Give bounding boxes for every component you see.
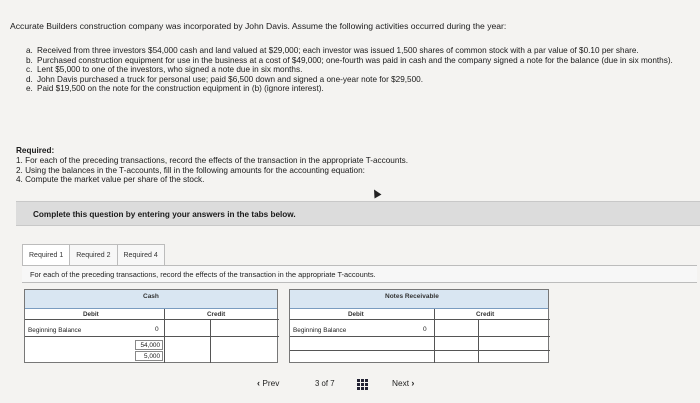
transaction-label: a. — [26, 46, 33, 55]
chevron-left-icon: ‹ — [257, 378, 260, 388]
tab-instruction-panel — [22, 265, 697, 283]
current-page: 3 — [315, 379, 320, 388]
total-pages: 7 — [330, 379, 335, 388]
t-account-rule — [25, 319, 279, 320]
debit-entry-input[interactable]: 54,000 — [135, 340, 163, 350]
next-label: Next — [392, 378, 410, 388]
credit-header: Credit — [207, 311, 226, 318]
account-title: Notes Receivable — [385, 293, 439, 300]
transaction-text: Purchased construction equipment for use in the business at a cost of $49,000; one-fourth was paid in cash and the company signed a note for the balance (due in six months). — [37, 55, 673, 65]
transaction-label: c. — [26, 65, 33, 75]
debit-header: Debit — [348, 311, 364, 318]
account-title: Cash — [143, 293, 159, 300]
page-indicator — [315, 379, 335, 388]
tab-required-4[interactable]: Required 4 — [117, 244, 165, 266]
banner-text: Complete this question by entering your answers in the tabs below. — [33, 210, 296, 219]
credit-header: Credit — [476, 311, 495, 318]
transaction-label: b. — [26, 55, 33, 65]
beginning-balance-label: Beginning Balance — [293, 327, 347, 334]
grid-icon[interactable] — [357, 379, 368, 390]
transaction-label: e. — [26, 84, 33, 94]
tab-required-2[interactable]: Required 2 — [69, 244, 117, 266]
transaction-item — [26, 84, 686, 94]
required-heading: Required: — [16, 146, 55, 155]
problem-intro: Accurate Builders construction company was incorporated by John Davis. Assume the following activities occurred during the year: — [10, 21, 507, 31]
notes-receivable-t-account — [289, 289, 549, 363]
beginning-balance-label: Beginning Balance — [28, 327, 82, 334]
beginning-balance-value: 0 — [155, 326, 159, 333]
required-item: 1. For each of the preceding transactions, record the effects of the transaction in the appropriate T-accounts. — [16, 155, 409, 165]
transaction-item — [26, 46, 686, 56]
debit-header: Debit — [83, 311, 99, 318]
transaction-text: Lent $5,000 to one of the investors, who signed a note due in six months. — [37, 65, 303, 75]
credit-column-rule — [210, 319, 211, 363]
prev-button[interactable] — [257, 378, 279, 388]
chevron-right-icon: › — [411, 378, 415, 388]
cash-t-account — [24, 289, 278, 363]
tab-bar — [22, 244, 164, 266]
transaction-text: Paid $19,500 on the note for the construction equipment in (b) (ignore interest). — [37, 84, 324, 94]
row-rule — [290, 350, 550, 351]
tab-instruction: For each of the preceding transactions, record the effects of the transaction in the appropriate T-accounts. — [30, 270, 376, 279]
debit-entry-input[interactable]: 5,000 — [135, 351, 163, 361]
prev-label: Prev — [262, 378, 280, 388]
transaction-item — [26, 65, 686, 75]
row-rule — [25, 336, 279, 337]
transaction-list — [26, 46, 686, 94]
beginning-balance-value: 0 — [423, 326, 427, 333]
pagination-nav — [255, 378, 435, 392]
transaction-item — [26, 75, 686, 85]
transaction-text: Received from three investors $54,000 cash and land valued at $29,000; each investor was issued 1,500 shares of common stock with a par value of $0.10 per share. — [37, 46, 639, 55]
mouse-cursor-icon — [371, 188, 382, 199]
required-section — [16, 146, 676, 185]
transaction-item — [26, 56, 686, 66]
required-item: 4. Compute the market value per share of the stock. — [16, 175, 205, 185]
row-rule — [290, 336, 550, 337]
next-button[interactable] — [392, 378, 414, 388]
t-account-rule — [290, 319, 550, 320]
required-item: 2. Using the balances in the T-accounts, fill in the following amounts for the accounting equation: — [16, 165, 365, 175]
transaction-text: John Davis purchased a truck for personal use; paid $6,500 down and signed a one-year note for $29,500. — [37, 74, 423, 84]
credit-column-rule — [478, 319, 479, 363]
tab-required-1[interactable]: Required 1 — [22, 244, 70, 266]
page-of: of — [321, 379, 329, 388]
transaction-label: d. — [26, 74, 33, 84]
instruction-banner — [16, 201, 700, 226]
